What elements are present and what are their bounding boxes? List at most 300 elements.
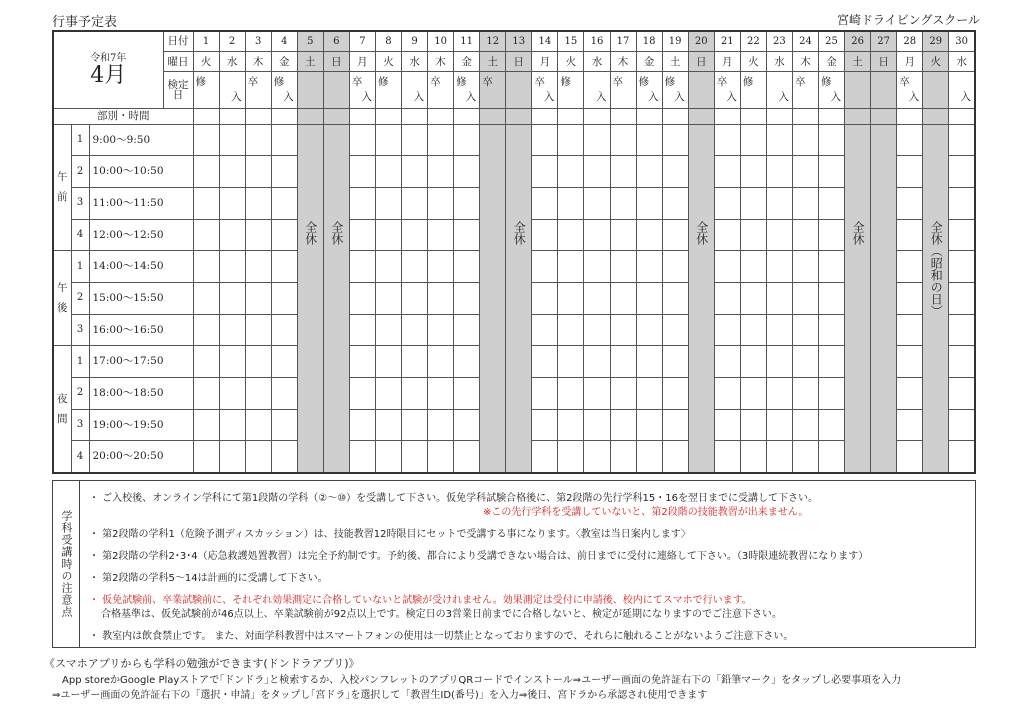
- schedule-cell: [897, 346, 923, 378]
- schedule-cell: [949, 282, 975, 314]
- schedule-table: [52, 30, 976, 474]
- exam-status: [740, 72, 766, 109]
- section-label: [53, 124, 71, 251]
- day-number: 7: [349, 31, 375, 52]
- period-header-cell: [766, 109, 792, 124]
- schedule-cell: [558, 441, 584, 473]
- schedule-cell: [584, 441, 610, 473]
- schedule-cell: [193, 282, 219, 314]
- weekday: 日: [871, 52, 897, 72]
- schedule-cell: [349, 409, 375, 441]
- exam-status-top: 修: [664, 76, 676, 89]
- period-header-cell: [688, 109, 714, 124]
- weekday: 水: [949, 52, 975, 72]
- exam-status-top: 卒: [534, 76, 545, 89]
- exam-status: [819, 72, 845, 109]
- schedule-cell: [584, 314, 610, 346]
- closed-day-label: 全休: [329, 220, 344, 245]
- slot-number: 4: [71, 219, 89, 251]
- section-label-char: 間: [57, 412, 68, 425]
- exam-status-bottom: 入: [778, 91, 789, 104]
- schedule-cell: [662, 156, 688, 188]
- schedule-cell: [402, 377, 428, 409]
- schedule-cell: [819, 282, 845, 314]
- section-label-char: 前: [57, 190, 68, 203]
- schedule-cell: [610, 377, 636, 409]
- document-title: 行事予定表: [52, 15, 118, 30]
- weekday: 日: [323, 52, 349, 72]
- exam-status: [558, 72, 584, 109]
- exam-status-top: [767, 75, 792, 90]
- exam-status-top: [506, 75, 531, 90]
- exam-status-top: [298, 75, 323, 90]
- day-number: 25: [819, 31, 845, 52]
- schedule-cell: [349, 346, 375, 378]
- period-header-cell: [792, 109, 818, 124]
- exam-status-bottom: [611, 90, 636, 105]
- schedule-cell: [584, 377, 610, 409]
- schedule-cell: [219, 441, 245, 473]
- schedule-cell: [428, 187, 454, 219]
- note-5-warning: ・ 仮免試験前、卒業試験前に、それぞれ効果測定に合格していないと試験が受けれません。効果測定は受付に申請後、校内にてスマホで行います。: [89, 595, 752, 606]
- day-number: 26: [845, 31, 871, 52]
- schedule-cell: [558, 282, 584, 314]
- schedule-cell: [454, 377, 480, 409]
- weekday: 木: [610, 52, 636, 72]
- note-1-warning: ※この先行学科を受講していないと、第2段階の技能教習が出来ません。: [483, 507, 809, 518]
- schedule-cell: [714, 251, 740, 283]
- schedule-cell: [610, 441, 636, 473]
- schedule-cell: [454, 156, 480, 188]
- day-number: 9: [402, 31, 428, 52]
- day-number: 22: [740, 31, 766, 52]
- exam-row: [53, 72, 975, 109]
- exam-status: [792, 72, 818, 109]
- schedule-cell: [271, 377, 297, 409]
- period-header-cell: [219, 109, 245, 124]
- day-number: 24: [792, 31, 818, 52]
- closed-day-column: [323, 124, 349, 473]
- schedule-cell: [792, 441, 818, 473]
- schedule-cell: [897, 251, 923, 283]
- schedule-cell: [219, 282, 245, 314]
- schedule-cell: [949, 314, 975, 346]
- schedule-cell: [949, 251, 975, 283]
- schedule-cell: [714, 156, 740, 188]
- exam-status: [949, 72, 975, 109]
- section-label: [53, 251, 71, 346]
- period-header-cell: [845, 109, 871, 124]
- slot-number: 2: [71, 282, 89, 314]
- era-label: 令和7年: [90, 53, 127, 65]
- schedule-cell: [714, 441, 740, 473]
- day-number: 17: [610, 31, 636, 52]
- schedule-cell: [714, 124, 740, 156]
- schedule-cell: [349, 314, 375, 346]
- schedule-cell: [636, 251, 662, 283]
- day-number: 21: [714, 31, 740, 52]
- exam-status-top: 卒: [430, 76, 441, 89]
- closed-day-column: [506, 124, 532, 473]
- slot-time: 12:00～12:50: [89, 219, 193, 251]
- weekday-row: [53, 52, 975, 72]
- schedule-cell: [349, 377, 375, 409]
- schedule-cell: [662, 346, 688, 378]
- schedule-cell: [792, 124, 818, 156]
- period-header-cell: [271, 109, 297, 124]
- weekday: 金: [819, 52, 845, 72]
- schedule-cell: [193, 124, 219, 156]
- schedule-cell: [245, 187, 271, 219]
- schedule-cell: [949, 346, 975, 378]
- schedule-cell: [662, 187, 688, 219]
- schedule-cell: [271, 409, 297, 441]
- weekday: 月: [349, 52, 375, 72]
- exam-status-top: 卒: [351, 76, 363, 89]
- exam-status: [845, 72, 871, 109]
- weekday: 日: [688, 52, 714, 72]
- schedule-cell: [193, 187, 219, 219]
- closed-day-label: 全休: [694, 220, 709, 245]
- schedule-cell: [375, 251, 401, 283]
- schedule-cell: [219, 409, 245, 441]
- schedule-cell: [271, 282, 297, 314]
- schedule-cell: [428, 441, 454, 473]
- exam-status: [193, 72, 219, 109]
- schedule-cell: [662, 282, 688, 314]
- section-label: [53, 346, 71, 473]
- schedule-cell: [454, 409, 480, 441]
- schedule-cell: [792, 377, 818, 409]
- day-number: 5: [297, 31, 323, 52]
- closed-day-label: 全休: [851, 220, 866, 245]
- date-row-label: 日付: [163, 31, 193, 52]
- schedule-cell: [792, 409, 818, 441]
- schedule-cell: [402, 409, 428, 441]
- schedule-cell: [375, 314, 401, 346]
- schedule-cell: [428, 377, 454, 409]
- weekday: 木: [792, 52, 818, 72]
- exam-status-top: [871, 75, 896, 90]
- weekday: 月: [897, 52, 923, 72]
- schedule-cell: [193, 409, 219, 441]
- exam-status-top: 修: [273, 76, 285, 89]
- period-header-cell: [584, 109, 610, 124]
- schedule-cell: [375, 409, 401, 441]
- schedule-cell: [897, 282, 923, 314]
- schedule-cell: [193, 219, 219, 251]
- schedule-cell: [819, 156, 845, 188]
- schedule-cell: [949, 124, 975, 156]
- exam-status-bottom: 入: [413, 91, 425, 104]
- schedule-cell: [819, 346, 845, 378]
- schedule-cell: [819, 187, 845, 219]
- schedule-cell: [271, 251, 297, 283]
- exam-status-bottom: [689, 90, 714, 105]
- schedule-cell: [740, 377, 766, 409]
- day-number: 12: [480, 31, 506, 52]
- schedule-cell: [245, 219, 271, 251]
- exam-status-top: [402, 75, 427, 90]
- exam-status: [480, 72, 506, 109]
- slot-time: 11:00～11:50: [89, 187, 193, 219]
- time-slot-row: [53, 124, 975, 156]
- note-4: ・ 第2段階の学科5～14は計画的に受講して下さい。: [89, 573, 328, 584]
- schedule-cell: [454, 282, 480, 314]
- schedule-cell: [610, 187, 636, 219]
- closed-day-column: [923, 124, 949, 473]
- schedule-cell: [662, 251, 688, 283]
- footer-line-2: ⇒ユーザー画面の免許証右下の「選択・申請」をタップし｢宮ドラ｣を選択して「教習生ID(番号)」を入力⇒後日、宮ドラから承認され使用できます: [52, 690, 708, 701]
- schedule-cell: [740, 156, 766, 188]
- weekday: 金: [636, 52, 662, 72]
- period-header-cell: [245, 109, 271, 124]
- period-header-cell: [740, 109, 766, 124]
- exam-status: [610, 72, 636, 109]
- weekday: 日: [506, 52, 532, 72]
- schedule-cell: [636, 441, 662, 473]
- schedule-cell: [532, 282, 558, 314]
- schedule-cell: [402, 156, 428, 188]
- schedule-cell: [584, 409, 610, 441]
- slot-number: 3: [71, 187, 89, 219]
- slot-time: 10:00～10:50: [89, 156, 193, 188]
- exam-status: [297, 72, 323, 109]
- schedule-cell: [454, 251, 480, 283]
- closed-day-label: 全休: [512, 220, 527, 245]
- period-header-cell: [297, 109, 323, 124]
- schedule-cell: [792, 282, 818, 314]
- day-number: 13: [506, 31, 532, 52]
- period-header-cell: [897, 109, 923, 124]
- schedule-cell: [662, 377, 688, 409]
- exam-status-top: [324, 75, 349, 90]
- schedule-cell: [740, 409, 766, 441]
- schedule-cell: [792, 346, 818, 378]
- day-number: 29: [923, 31, 949, 52]
- exam-status: [323, 72, 349, 109]
- schedule-cell: [532, 156, 558, 188]
- schedule-cell: [740, 314, 766, 346]
- note-3: ・ 第2段階の学科2･3･4（応急救護処置教習）は完全予約制です。予約後、都合により受講できない場合は、前日までに受付に連絡して下さい。（3時限連続教習になります）: [89, 551, 869, 562]
- exam-status-bottom: 入: [674, 91, 685, 104]
- schedule-cell: [662, 124, 688, 156]
- schedule-cell: [792, 187, 818, 219]
- exam-status: [897, 72, 923, 109]
- schedule-cell: [610, 251, 636, 283]
- exam-status-top: 修: [742, 76, 754, 89]
- schedule-cell: [949, 409, 975, 441]
- exam-status: [402, 72, 428, 109]
- weekday: 土: [297, 52, 323, 72]
- schedule-cell: [610, 124, 636, 156]
- schedule-cell: [766, 409, 792, 441]
- schedule-cell: [584, 124, 610, 156]
- day-number: 23: [766, 31, 792, 52]
- exam-status-bottom: 入: [596, 91, 607, 104]
- schedule-cell: [245, 314, 271, 346]
- slot-number: 1: [71, 124, 89, 156]
- weekday: 金: [454, 52, 480, 72]
- slot-time: 19:00～19:50: [89, 409, 193, 441]
- exam-status: [766, 72, 792, 109]
- schedule-cell: [402, 314, 428, 346]
- exam-status-bottom: [558, 90, 583, 105]
- slot-number: 4: [71, 441, 89, 473]
- schedule-cell: [532, 377, 558, 409]
- day-number: 3: [245, 31, 271, 52]
- schedule-cell: [740, 187, 766, 219]
- schedule-cell: [792, 219, 818, 251]
- schedule-cell: [819, 441, 845, 473]
- schedule-cell: [271, 346, 297, 378]
- exam-status: [714, 72, 740, 109]
- note-5: 合格基準は、仮免試験前が46点以上、卒業試験前が92点以上です。検定日の3営業日前までに合格しないと、検定が延期になりますのでご注意下さい。: [101, 609, 783, 620]
- schedule-cell: [532, 441, 558, 473]
- schedule-cell: [454, 187, 480, 219]
- schedule-cell: [949, 187, 975, 219]
- weekday: 土: [662, 52, 688, 72]
- exam-status: [636, 72, 662, 109]
- slot-number: 1: [71, 251, 89, 283]
- day-number: 2: [219, 31, 245, 52]
- schedule-cell: [610, 409, 636, 441]
- schedule-cell: [714, 187, 740, 219]
- schedule-cell: [375, 377, 401, 409]
- schedule-cell: [766, 219, 792, 251]
- schedule-cell: [219, 156, 245, 188]
- footer-heading: 《スマホアプリからも学科の勉強ができます(ドンドラアプリ)》: [44, 657, 360, 670]
- closed-day-label: 全休: [303, 220, 318, 245]
- schedule-cell: [558, 124, 584, 156]
- day-number: 20: [688, 31, 714, 52]
- exam-status-top: 卒: [482, 76, 493, 89]
- exam-status: [662, 72, 688, 109]
- schedule-cell: [349, 441, 375, 473]
- day-number: 28: [897, 31, 923, 52]
- schedule-cell: [375, 187, 401, 219]
- weekday: 土: [480, 52, 506, 72]
- exam-status: [923, 72, 949, 109]
- exam-status-bottom: [793, 90, 818, 105]
- period-header-cell: [636, 109, 662, 124]
- period-header-cell: [871, 109, 897, 124]
- schedule-cell: [402, 124, 428, 156]
- day-number: 8: [375, 31, 401, 52]
- schedule-cell: [636, 187, 662, 219]
- exam-status-top: [220, 75, 245, 90]
- schedule-cell: [766, 346, 792, 378]
- schedule-cell: [193, 251, 219, 283]
- exam-status: [349, 72, 375, 109]
- schedule-cell: [454, 314, 480, 346]
- schedule-cell: [532, 251, 558, 283]
- day-number: 15: [558, 31, 584, 52]
- schedule-cell: [402, 441, 428, 473]
- exam-status: [219, 72, 245, 109]
- exam-status-top: 修: [456, 76, 467, 89]
- slot-time: 16:00～16:50: [89, 314, 193, 346]
- schedule-cell: [532, 346, 558, 378]
- schedule-cell: [766, 377, 792, 409]
- schedule-cell: [636, 282, 662, 314]
- schedule-cell: [558, 219, 584, 251]
- day-number: 10: [428, 31, 454, 52]
- schedule-cell: [662, 409, 688, 441]
- schedule-cell: [193, 346, 219, 378]
- period-header-cell: [923, 109, 949, 124]
- slot-number: 2: [71, 377, 89, 409]
- schedule-cell: [897, 124, 923, 156]
- schedule-cell: [610, 156, 636, 188]
- period-header-cell: [662, 109, 688, 124]
- exam-status-bottom: [845, 90, 870, 105]
- schedule-cell: [271, 187, 297, 219]
- schedule-cell: [219, 124, 245, 156]
- schedule-cell: [402, 282, 428, 314]
- schedule-cell: [193, 314, 219, 346]
- period-header-cell: [454, 109, 480, 124]
- weekday: 水: [766, 52, 792, 72]
- exam-status-bottom: [324, 90, 349, 105]
- schedule-cell: [428, 251, 454, 283]
- schedule-cell: [897, 377, 923, 409]
- exam-status-bottom: [923, 90, 948, 105]
- schedule-cell: [766, 124, 792, 156]
- exam-row-label: 検定日: [163, 72, 193, 109]
- weekday: 月: [714, 52, 740, 72]
- schedule-cell: [714, 346, 740, 378]
- schedule-cell: [792, 156, 818, 188]
- schedule-cell: [584, 187, 610, 219]
- exam-status-top: [949, 75, 974, 90]
- schedule-cell: [636, 377, 662, 409]
- schedule-cell: [532, 219, 558, 251]
- exam-status: [584, 72, 610, 109]
- weekday: 木: [428, 52, 454, 72]
- weekday: 火: [923, 52, 949, 72]
- exam-status-top: [923, 75, 948, 90]
- schedule-cell: [428, 124, 454, 156]
- date-row: [53, 31, 975, 52]
- footer-line-1: App storeかGoogle Playストアで｢ドンドラ｣と検索するか、入校パンフレットのアプリQRコードでインストール⇒ユーザー画面の免許証右下の「鉛筆マーク」をタップし必要事項を入力: [62, 675, 902, 686]
- exam-status-bottom: [741, 90, 766, 105]
- schedule-cell: [819, 251, 845, 283]
- schedule-cell: [245, 346, 271, 378]
- schedule-cell: [349, 219, 375, 251]
- day-number: 30: [949, 31, 975, 52]
- exam-status-bottom: [428, 90, 453, 105]
- schedule-cell: [219, 314, 245, 346]
- schedule-cell: [454, 441, 480, 473]
- schedule-cell: [402, 251, 428, 283]
- exam-status-bottom: 入: [648, 91, 659, 104]
- schedule-cell: [714, 409, 740, 441]
- schedule-cell: [349, 282, 375, 314]
- schedule-cell: [532, 187, 558, 219]
- exam-status: [245, 72, 271, 109]
- exam-status-top: 卒: [612, 76, 623, 89]
- schedule-cell: [245, 124, 271, 156]
- schedule-cell: [558, 346, 584, 378]
- schedule-cell: [584, 156, 610, 188]
- weekday: 火: [375, 52, 401, 72]
- schedule-cell: [766, 156, 792, 188]
- schedule-cell: [740, 282, 766, 314]
- exam-status-top: 修: [377, 76, 389, 89]
- weekday: 水: [219, 52, 245, 72]
- schedule-cell: [558, 187, 584, 219]
